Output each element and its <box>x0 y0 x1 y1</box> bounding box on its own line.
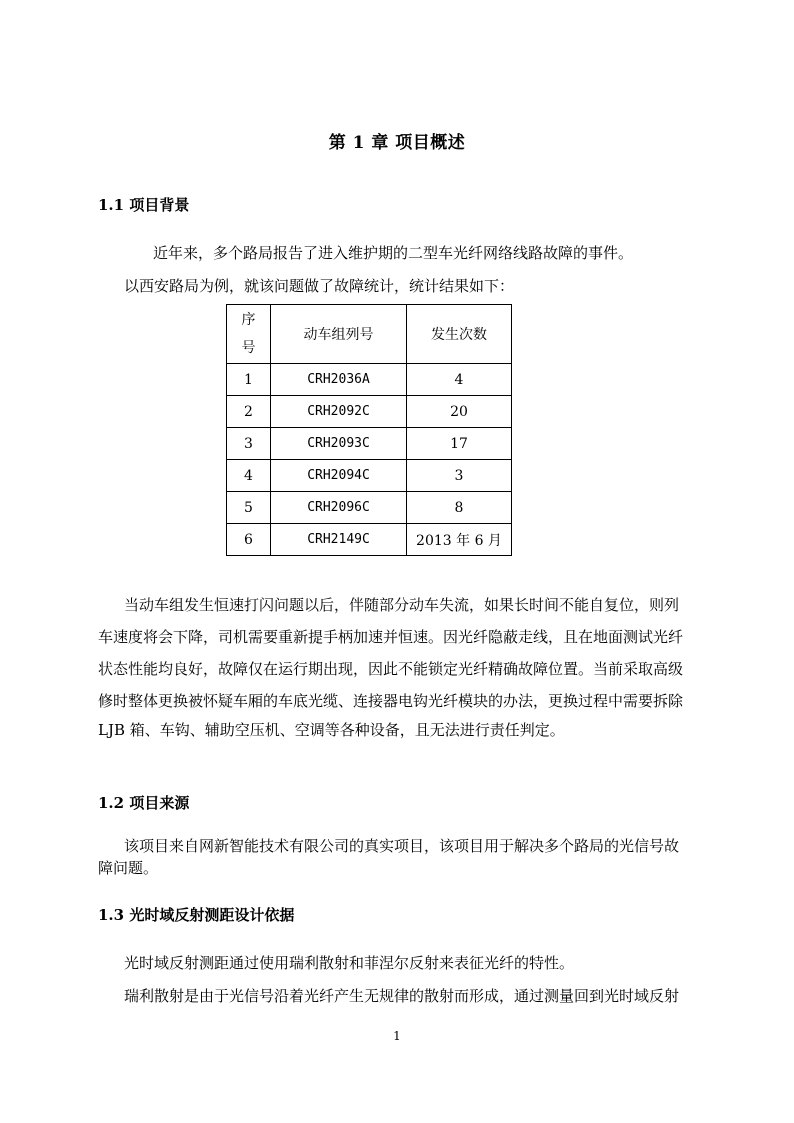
cell-count: 17 <box>407 428 512 460</box>
cell-train: CRH2096C <box>271 492 407 524</box>
section-heading-1-1: 1.1 项目背景 <box>98 196 190 214</box>
source-line-1: 该项目来自网新智能技术有限公司的真实项目，该项目用于解决多个路局的光信号故 <box>124 837 680 855</box>
fault-statistics-table <box>226 304 512 556</box>
source-line-2: 障问题。 <box>98 859 159 877</box>
cell-train: CRH2036A <box>271 364 407 396</box>
table-row <box>227 460 512 492</box>
body-line-1: 当动车组发生恒速打闪问题以后，伴随部分动车失流，如果长时间不能自复位，则列 <box>124 596 680 614</box>
header-occurrence-count: 发生次数 <box>407 305 512 364</box>
chapter-title: 第 1 章 项目概述 <box>328 133 466 153</box>
body-line-2: 车速度将会下降，司机需要重新提手柄加速并恒速。因光纤隐蔽走线，且在地面测试光纤 <box>98 628 684 646</box>
body-line-4: 修时整体更换被怀疑车厢的车底光缆、连接器电钩光纤模块的办法，更换过程中需要拆除 <box>98 692 684 710</box>
table-row <box>227 364 512 396</box>
header-serial-number <box>227 305 271 364</box>
cell-train: CRH2093C <box>271 428 407 460</box>
section-heading-1-3: 1.3 光时域反射测距设计依据 <box>98 906 295 924</box>
cell-count: 2013 年 6 月 <box>407 524 512 556</box>
cell-count: 3 <box>407 460 512 492</box>
page-number: 1 <box>393 1029 401 1043</box>
cell-train: CRH2094C <box>271 460 407 492</box>
body-line-5: LJB 箱、车钩、辅助空压机、空调等各种设备，且无法进行责任判定。 <box>98 721 565 739</box>
cell-serial: 6 <box>227 524 271 556</box>
cell-count: 4 <box>407 364 512 396</box>
table-row <box>227 396 512 428</box>
otdr-line-2: 瑞利散射是由于光信号沿着光纤产生无规律的散射而形成，通过测量回到光时域反射 <box>124 987 680 1005</box>
table-row <box>227 524 512 556</box>
cell-count: 20 <box>407 396 512 428</box>
header-serial-char-1: 序 <box>241 312 256 328</box>
cell-serial: 5 <box>227 492 271 524</box>
body-line-3: 状态性能均良好，故障仅在运行期出现，因此不能锁定光纤精确故障位置。当前采取高级 <box>98 660 684 678</box>
cell-count: 8 <box>407 492 512 524</box>
cell-train: CRH2149C <box>271 524 407 556</box>
intro-line-1: 近年来，多个路局报告了进入维护期的二型车光纤网络线路故障的事件。 <box>153 244 634 262</box>
table-header-row <box>227 305 512 364</box>
header-train-number: 动车组列号 <box>271 305 407 364</box>
intro-line-2: 以西安路局为例，就该问题做了故障统计，统计结果如下： <box>124 277 515 295</box>
header-serial-char-2: 号 <box>241 340 256 356</box>
table-row <box>227 428 512 460</box>
section-heading-1-2: 1.2 项目来源 <box>98 794 190 812</box>
otdr-line-1: 光时域反射测距通过使用瑞利散射和菲涅尔反射来表征光纤的特性。 <box>124 954 575 972</box>
cell-serial: 2 <box>227 396 271 428</box>
cell-serial: 1 <box>227 364 271 396</box>
cell-serial: 3 <box>227 428 271 460</box>
cell-train: CRH2092C <box>271 396 407 428</box>
cell-serial: 4 <box>227 460 271 492</box>
table-row <box>227 492 512 524</box>
